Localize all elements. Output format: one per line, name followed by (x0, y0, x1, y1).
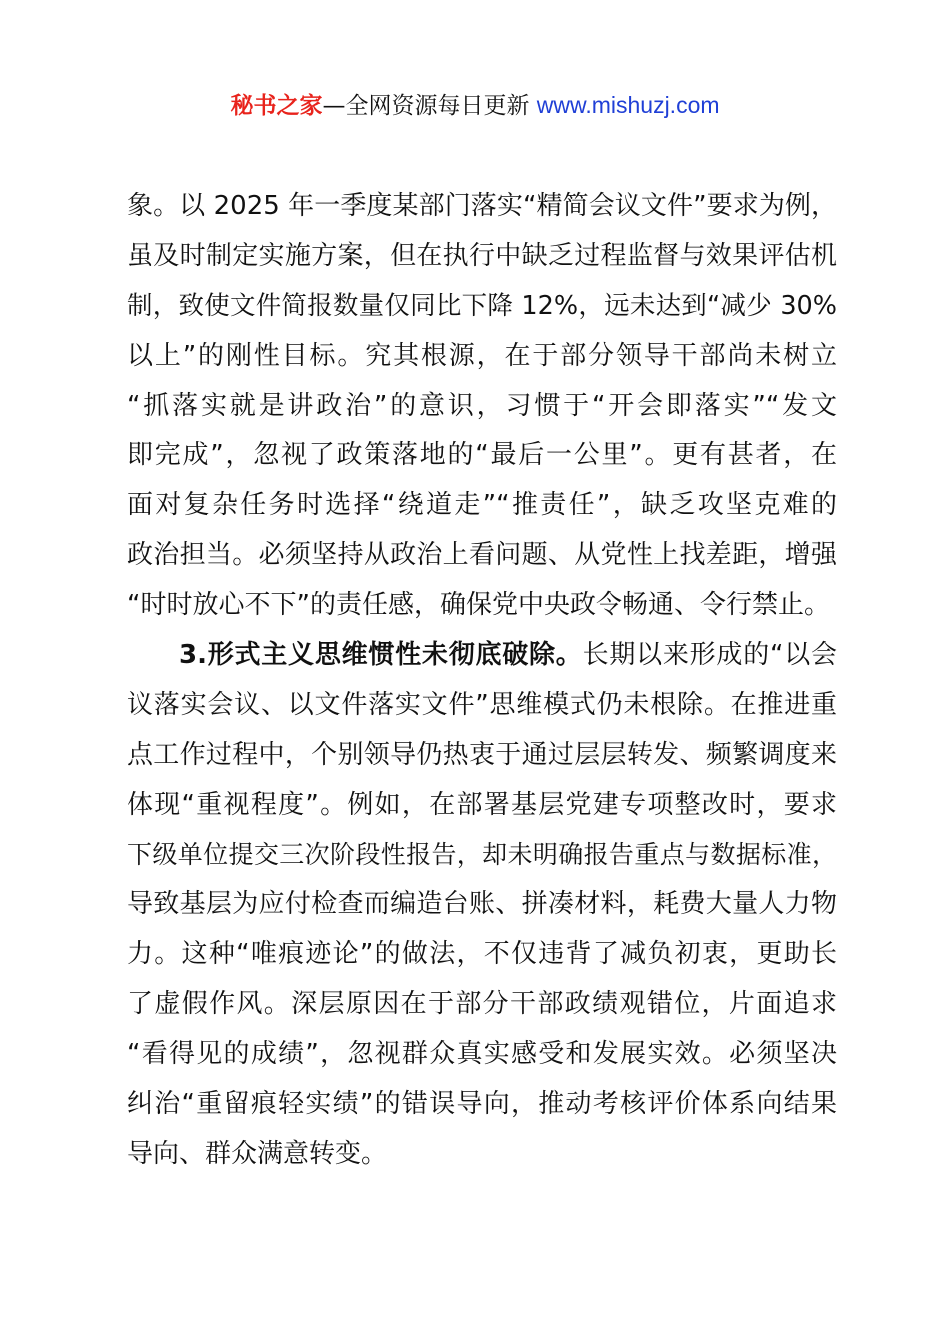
text-line: “看得见的成绩”，忽视群众真实感受和发展实效。必须坚决 (127, 1039, 837, 1070)
text-line: 面对复杂任务时选择“绕道走”“推责任”，缺乏攻坚克难的 (127, 490, 837, 521)
section-heading-line (127, 632, 837, 682)
text-line: 虽及时制定实施方案，但在执行中缺乏过程监督与效果评估机 (127, 240, 837, 271)
text-line: 议落实会议、以文件落实文件”思维模式仍未根除。在推进重 (127, 689, 837, 720)
text-line: 即完成”，忽视了政策落地的“最后一公里”。更有甚者，在 (127, 440, 837, 471)
text-line: 下级单位提交三次阶段性报告，却未明确报告重点与数据标准， (127, 839, 837, 869)
section-heading-continuation: 长期以来形成的“以会 (582, 640, 837, 671)
text-line: “时时放心不下”的责任感，确保党中央政令畅通、令行禁止。 (127, 590, 830, 621)
text-line: 纠治“重留痕轻实绩”的错误导向，推动考核评价体系向结果 (127, 1089, 837, 1120)
text-line: 导致基层为应付检查而编造台账、拼凑材料，耗费大量人力物 (127, 889, 837, 920)
text-line: 政治担当。必须坚持从政治上看问题、从党性上找差距，增强 (127, 540, 837, 571)
header-tagline: —全网资源每日更新 (322, 93, 537, 119)
text-line: 了虚假作风。深层原因在于部分干部政绩观错位，片面追求 (127, 989, 837, 1020)
document-body (127, 183, 837, 1181)
site-url: www.mishuzj.com (536, 92, 720, 118)
text-line: 以上”的刚性目标。究其根源，在于部分领导干部尚未树立 (127, 340, 837, 371)
text-line: 制，致使文件简报数量仅同比下降 12%，远未达到“减少 30% (127, 290, 837, 321)
section-heading: 3.形式主义思维惯性未彻底破除。 (179, 640, 583, 671)
brand-name: 秘书之家 (230, 93, 323, 119)
watermark-header (0, 88, 950, 123)
text-line: 象。以 2025 年一季度某部门落实“精简会议文件”要求为例， (127, 191, 837, 221)
text-line: 力。这种“唯痕迹论”的做法，不仅违背了减负初衷，更助长 (127, 939, 837, 970)
text-line: 点工作过程中，个别领导仍热衷于通过层层转发、频繁调度来 (127, 739, 837, 770)
text-line: 体现“重视程度”。例如，在部署基层党建专项整改时，要求 (127, 789, 837, 820)
text-line: “抓落实就是讲政治”的意识，习惯于“开会即落实”“发文 (127, 390, 837, 421)
text-line: 导向、群众满意转变。 (127, 1138, 388, 1169)
